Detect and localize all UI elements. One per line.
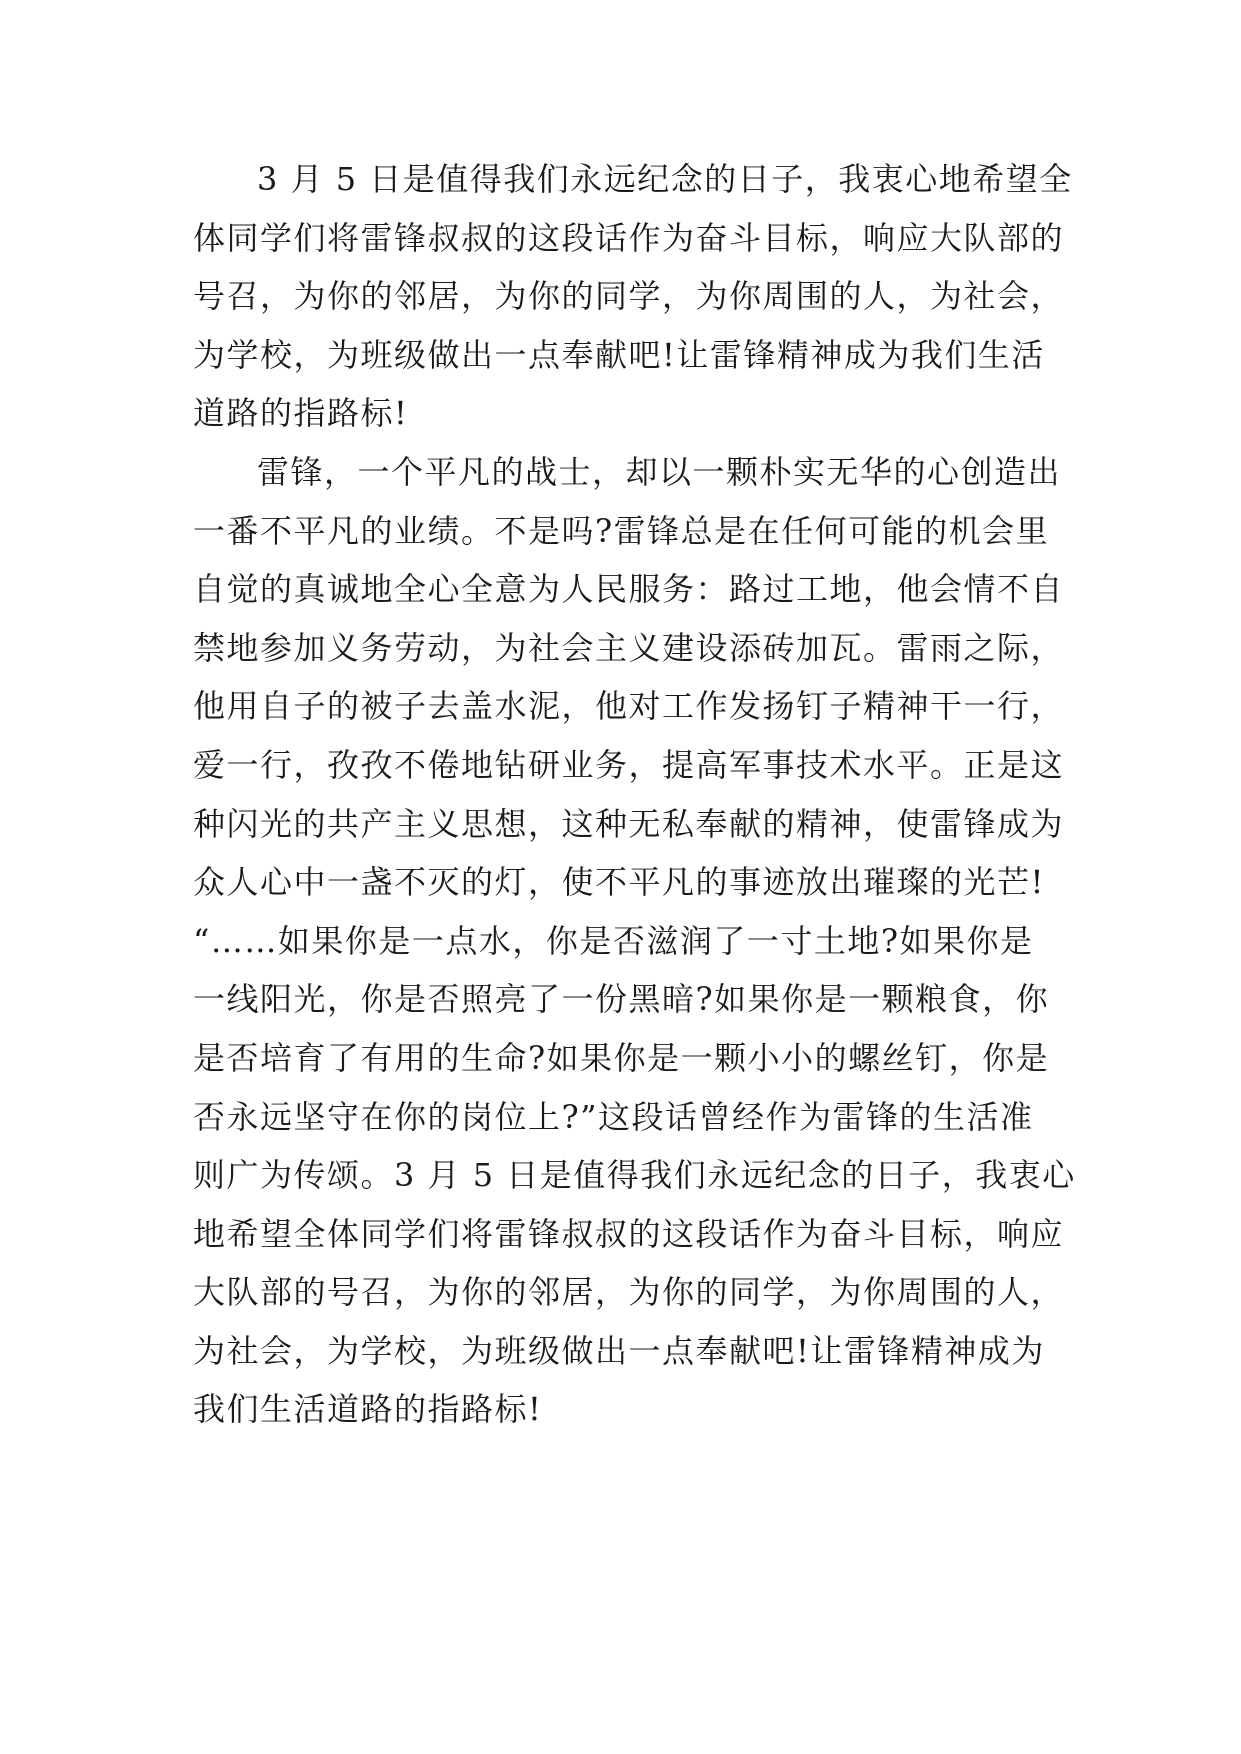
paragraph-line: 道路的指路标! (193, 394, 409, 433)
paragraph-line: “……如果你是一点水，你是否滋润了一寸土地?如果你是 (193, 921, 1034, 960)
paragraph-line: 否永远坚守在你的岗位上?”这段话曾经作为雷锋的生活准 (193, 1097, 1034, 1136)
paragraph-line: 禁地参加义务劳动，为社会主义建设添砖加瓦。雷雨之际， (193, 628, 1065, 667)
paragraph-line: 大队部的号召，为你的邻居，为你的同学，为你周围的人， (193, 1273, 1065, 1312)
paragraph-line: 为社会，为学校，为班级做出一点奉献吧!让雷锋精神成为 (193, 1331, 1045, 1370)
paragraph-line: 种闪光的共产主义思想，这种无私奉献的精神，使雷锋成为 (193, 804, 1065, 843)
paragraph-line: 众人心中一盏不灭的灯，使不平凡的事迹放出璀璨的光芒! (193, 863, 1045, 902)
paragraph-line: 一番不平凡的业绩。不是吗?雷锋总是在任何可能的机会里 (193, 511, 1050, 550)
paragraph-line: 3 月 5 日是值得我们永远纪念的日子，我衷心地希望全 (257, 160, 1073, 198)
paragraph-line: 我们生活道路的指路标! (193, 1390, 543, 1429)
paragraph-line: 则广为传颂。3 月 5 日是值得我们永远纪念的日子，我衷心 (193, 1156, 1076, 1195)
paragraph-line: 号召，为你的邻居，为你的同学，为你周围的人，为社会， (193, 277, 1065, 316)
paragraph-line: 地希望全体同学们将雷锋叔叔的这段话作为奋斗目标，响应 (193, 1214, 1065, 1253)
paragraph-line: 体同学们将雷锋叔叔的这段话作为奋斗目标，响应大队部的 (193, 218, 1065, 257)
document-body (193, 150, 1076, 1439)
paragraph-2 (193, 443, 1076, 1439)
paragraph-line: 雷锋，一个平凡的战士，却以一颗朴实无华的心创造出 (257, 452, 1062, 491)
paragraph-line: 爱一行，孜孜不倦地钻研业务，提高军事技术水平。正是这 (193, 745, 1065, 784)
paragraph-line: 他用自子的被子去盖水泥，他对工作发扬钉子精神干一行， (193, 687, 1065, 726)
paragraph-line: 为学校，为班级做出一点奉献吧!让雷锋精神成为我们生活 (193, 335, 1045, 374)
paragraph-line: 自觉的真诚地全心全意为人民服务：路过工地，他会情不自 (193, 570, 1065, 609)
paragraph-1 (193, 150, 1073, 443)
paragraph-line: 是否培育了有用的生命?如果你是一颗小小的螺丝钉，你是 (193, 1038, 1050, 1077)
paragraph-line: 一线阳光，你是否照亮了一份黑暗?如果你是一颗粮食，你 (193, 980, 1050, 1019)
